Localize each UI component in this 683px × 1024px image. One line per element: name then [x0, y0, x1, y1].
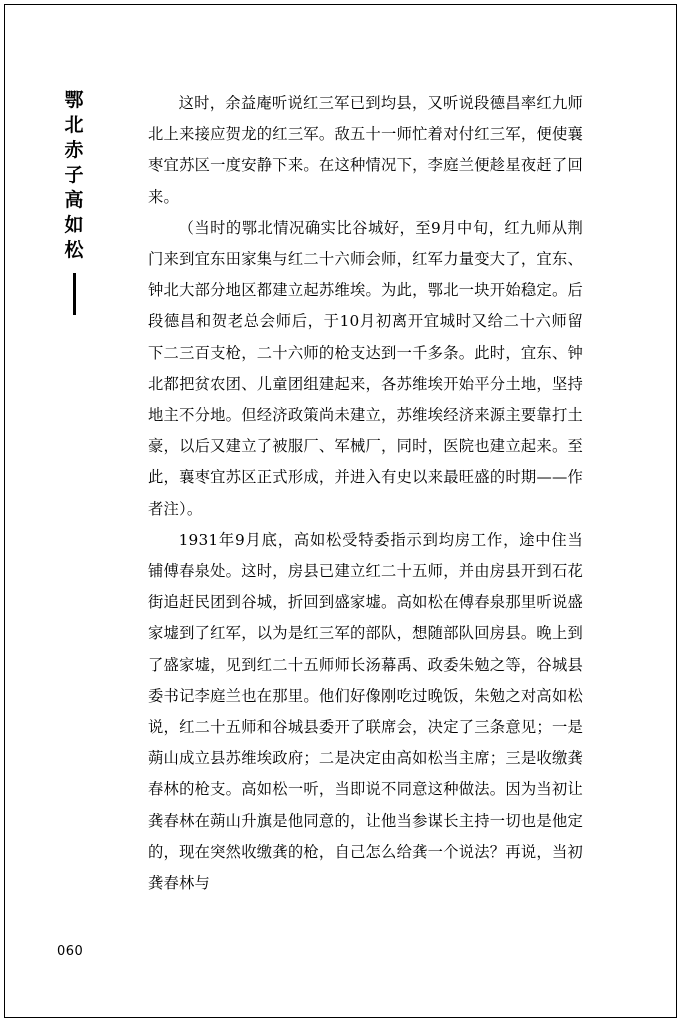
- side-title-char: 赤: [64, 139, 84, 161]
- side-title-char: 子: [64, 164, 84, 186]
- side-title-char: 松: [64, 239, 84, 261]
- side-title-rule: [73, 273, 76, 315]
- paragraph: （当时的鄂北情况确实比谷城好，至9月中旬，红九师从荆门来到宜东田家集与红二十六师会师，红军力量变大了，宜东、钟北大部分地区都建立起苏维埃。为此，鄂北一块开始稳定。后段德昌和贺老总会师后，于10月初离开宜城时又给二十六师留下二三百支枪，二十六师的枪支达到一千多条。此时，宜东、钟北都把贫农团、儿童团组建起来，各苏维埃开始平分土地，坚持地主不分地。但经济政策尚未建立，苏维埃经济来源主要靠打土豪，以后又建立了被服厂、军械厂，同时，医院也建立起来。至此，襄枣宜苏区正式形成，并进入有史以来最旺盛的时期——作者注）。: [148, 218, 583, 518]
- side-title-char: 鄂: [64, 89, 84, 111]
- paragraph: 这时，余益庵听说红三军已到均县，又听说段德昌率红九师北上来接应贺龙的红三军。敌五十一师忙着对付红三军，便使襄枣宜苏区一度安静下来。在这种情况下，李庭兰便趁星夜赶了回来。: [148, 94, 583, 206]
- side-title-char: 北: [64, 114, 84, 136]
- paragraph: 1931年9月底，高如松受特委指示到均房工作，途中住当铺傅春泉处。这时，房县已建立红二十五师，并由房县开到石花街追赶民团到谷城，折回到盛家墟。高如松在傅春泉那里听说盛家墟到了红军，以为是红三军的部队，想随部队回房县。晚上到了盛家墟，见到红二十五师师长汤幕禹、政委朱勉之等，谷城县委书记李庭兰也在那里。他们好像刚吃过晚饭，朱勉之对高如松说，红二十五师和谷城县委开了联席会，决定了三条意见；一是蒴山成立县苏维埃政府；二是决定由高如松当主席；三是收缴龚春林的枪支。高如松一听，当即说不同意这种做法。因为当初让龚春林在蒴山升旗是他同意的，让他当参谋长主持一切也是他定的，现在突然收缴龚的枪，自己怎么给龚一个说法？再说，当初龚春林与: [148, 530, 583, 893]
- page-number: 060: [57, 944, 84, 959]
- side-title-char: 高: [64, 189, 84, 211]
- chapter-side-title: [57, 88, 91, 315]
- body-text-column: [148, 88, 583, 899]
- side-title-char: 如: [64, 214, 84, 236]
